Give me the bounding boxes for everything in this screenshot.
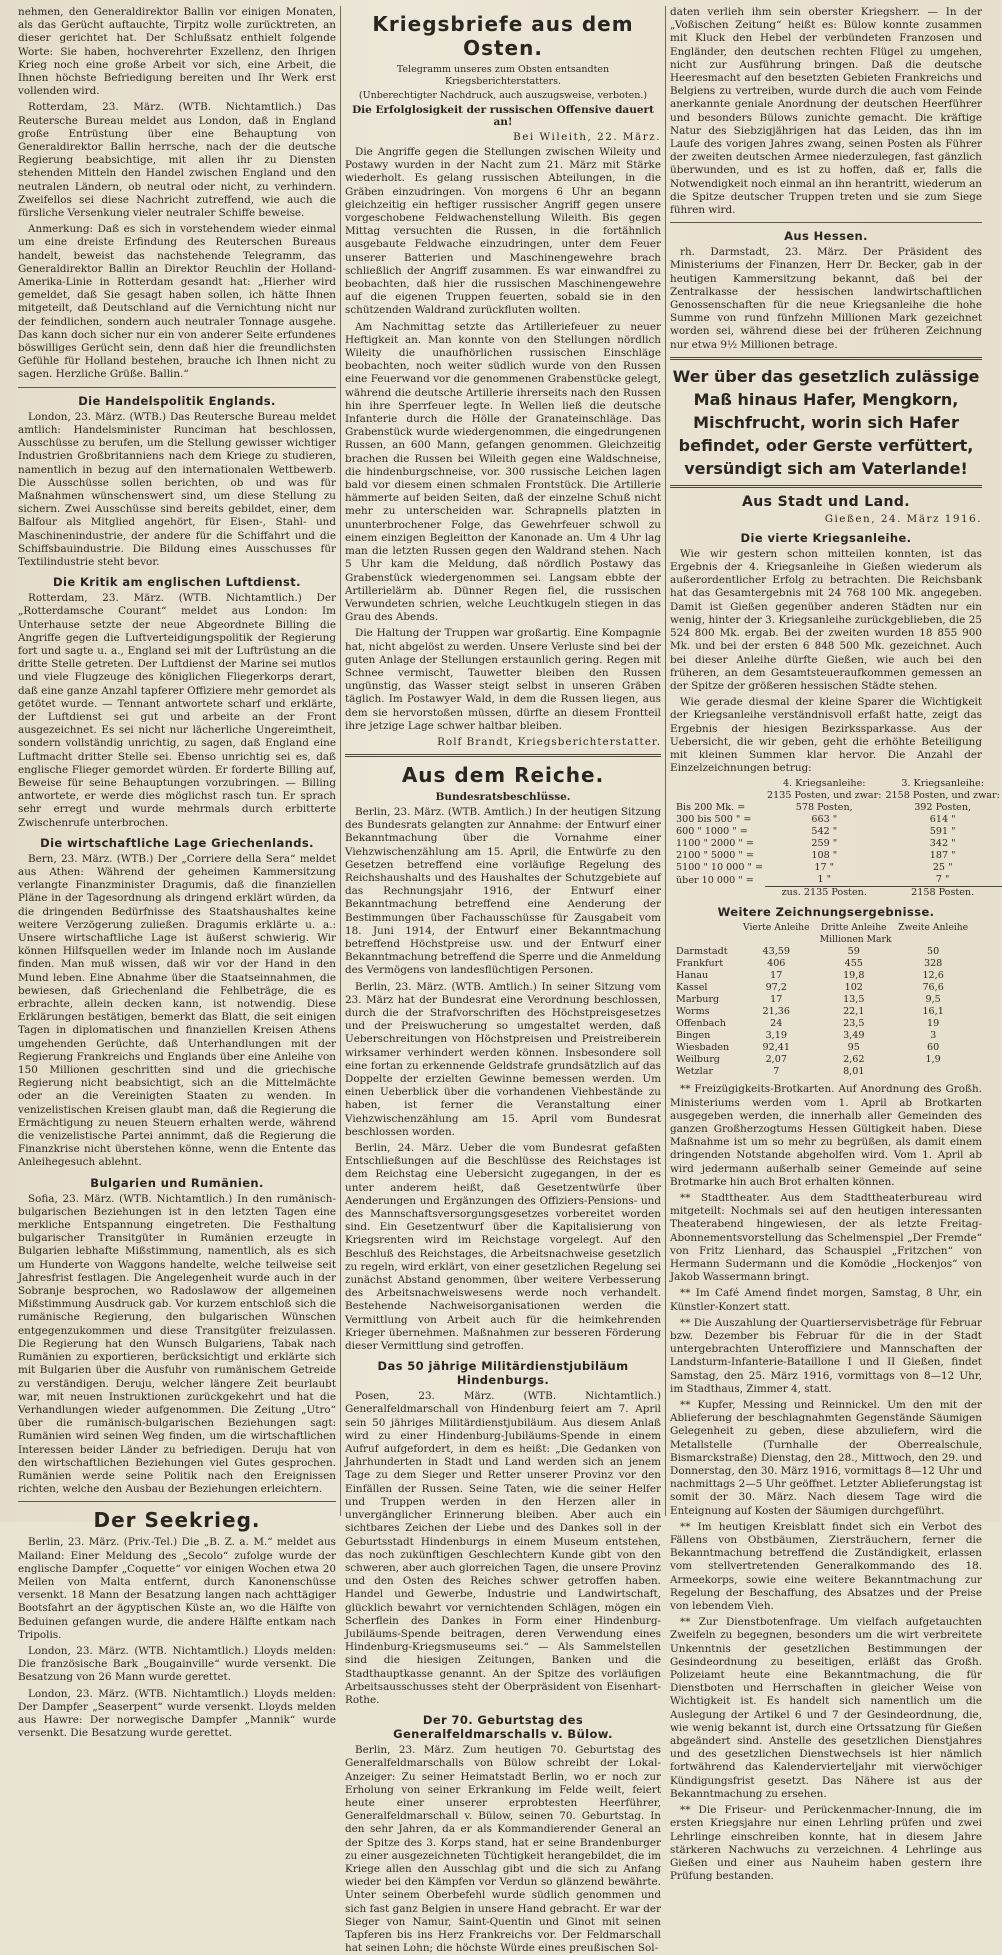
article-text: Rotterdam, 23. März. (WTB. Nichtamtlich.) Das Reutersche Bureau meldet aus London, daß in England große Entrüstung über eine Behauptung von Generaldirektor Ballin herrsche, nach der die deutsche Regierung beabsichtige, mit allen ihr zu Diensten stehenden Mitteln den Handel zwischen England und den neutralen Ländern, ob neutral oder nicht, zu verhindern. Zweifellos sei diese Nachricht zutreffend, wie auch die fürsliche Versenkung vieler neutraler Schiffe beweise. <box>18 101 336 220</box>
table-cell: 8,01 <box>843 1066 865 1078</box>
column-header: Dritte Anleihe <box>820 922 887 934</box>
table-cell: 12,6 <box>922 970 944 982</box>
table-cell: 13,5 <box>843 994 865 1006</box>
table-row <box>674 1030 974 1042</box>
table-cell: 2135 Posten, und zwar: <box>767 790 882 802</box>
table-row <box>674 1006 974 1018</box>
table-cell: 578 Posten, <box>795 802 853 814</box>
subheading: Telegramm unseres zum Obsten entsandten Kriegsberichterstatters. <box>396 64 610 87</box>
table-cell: 591 " <box>929 826 956 838</box>
article-text: Posen, 23. März. (WTB. Nichtamtlich.) Generalfeldmarschall von Hindenburg feiert am 7. April sein 50 jähriges Militärdienstjubiläum. Aus diesem Anlaß wird zu einer Hindenburg-Jubiläums-Spende in einem Aufruf aufgefordert, in dem es heißt: „Die Gedanken von Jahrhunderten in Stadt und Land werden sich an jenem Tage zu dem Sieger und Retter unserer Provinz vor den Einfällen der Russen. Seine Taten, wie die seiner Helfer und Truppen werden in den Herzen aller in unvergänglicher Erinnerung bleiben. Aber auch ein sichtbares Zeichen der Liebe und des Dankes soll in der Geburtsstadt Hindenburgs in einem Museum entstehen, das noch zukünftigen Geschlechtern Kunde gibt von den schweren, aber auch glorreichen Tagen, die unsere Provinz und den Osten des Reiches schwer getroffen haben. Handel und Gewerbe, Industrie und Landwirtschaft, glücklich bewahrt vor vernichtenden Schlägen, mögen ein Scherflein des Dankes in Form einer Hindenburg-Jubiläums-Spende beitragen, deren Verwendung eines Hindenburg-Kriegsmuseums sei.“ — Als Sammelstellen sind die hiesigen Zeitungen, Banken und die Stadthauptkasse genannt. An der Spitze des vorläufigen Arbeitsausschusses steht der Oberpräsident von Eisenhart-Rothe. <box>345 1390 661 1706</box>
table-row <box>674 1018 974 1030</box>
table-row <box>674 982 974 994</box>
table-row <box>674 1054 974 1066</box>
article-text: ** Freizügigkeits-Brotkarten. Auf Anordnung des Großh. Ministeriums werden vom 1. April ab Brotkarten ausgegeben werden, die innerhalb aller Gemeinden des ganzen Großherzogtums Hessen Gültigkeit haben. Diese Maßnahme ist um so mehr zu begrüßen, als damit einem dringenden Notstande abgeholfen wird. Vom 1. April ab wird jedermann außerhalb seiner Gemeinde auf seine Brotmarke hin auch Brot erhalten können. <box>670 1083 982 1188</box>
table-cell: 2,62 <box>843 1054 865 1066</box>
article-text: Wie gerade diesmal der kleine Sparer die Wichtigkeit der Kriegsanleihe verständnisvoll erfaßt hatte, zeigt das Ergebnis der hiesigen Bezirkssparkasse. Aus der Uebersicht, die wir geben, geht die erhöhte Beteiligung mit kleinen Summen klar hervor. Die Anzahl der Einzelzeichnungen betrug: <box>670 696 982 775</box>
table-row <box>674 850 1002 862</box>
column-header: Vierte Anleihe <box>743 922 810 934</box>
column-header: Zweite Anleihe <box>898 922 969 934</box>
results-table <box>674 922 974 1078</box>
table-row <box>674 862 1002 874</box>
article-text: London, 23. März. (WTB.) Das Reutersche Bureau meldet amtlich: Handelsminister Runciman hat beschlossen, Ausschüsse zu berufen, um die Stellung gewisser wichtiger Industrien Großbritanniens nach dem Kriege zu studieren, namentlich in bezug auf den internationalen Wettbewerb. Die Ausschüsse sollen berichten, ob und was für Maßnahmen wünschenswert sind, um diese Stellung zu sichern. Zwei Ausschüsse sind bereits gebildet, einer, dem Balfour als Mitglied angehört, für Eisen-, Stahl- und Maschinenindustrie, der andere für die Schiffahrt und die Schiffsbauindustrie. Die Bildung eines Ausschusses für Textilindustrie steht bevor. <box>18 410 336 568</box>
headline: Die Kritik am englischen Luftdienst. <box>53 575 301 590</box>
table-cell: über 10 000 " = <box>676 874 754 886</box>
article-text: ** Im heutigen Kreisblatt findet sich ein Verbot des Fällens von Obstbäumen, Ziersträuchern, ferner die Bekanntmachung betreffend die Zuständigkeit, erlassen vom stellvertretenden Generalkommando des 18. Armeekorps, sowie eine weitere Bekanntmachung zur Regelung der Beschaffung, des Absatzes und der Preise von lebendem Vieh. <box>670 1520 982 1613</box>
table-cell: 23,5 <box>843 1018 865 1030</box>
unit-label: Millionen Mark <box>819 934 892 946</box>
headline: Aus Hessen. <box>784 229 868 244</box>
divider <box>345 754 661 757</box>
article-text: Die Haltung der Truppen war großartig. Eine Kompagnie hat, nicht abgelöst zu werden. Unsere Verluste sind bei der guten Anlage der Stellungen erstaunlich gering. Regen mit Schnee vermischt, Tauwetter bleiben den Russen ungünstig, das Wasser steigt selbst in unseren Gräben täglich. Im Postawyer Wald, in dem die Russen liegen, aus dem sie hervorstoßen müssen, dürfte an diesem Frontteil ihre jetzige Lage schwer haltbar bleiben. <box>345 627 661 732</box>
table-cell: 2158 Posten. <box>883 887 1001 900</box>
table-cell: 614 " <box>929 814 956 826</box>
table-cell: 2158 Posten, und zwar: <box>885 790 1000 802</box>
article-text: London, 23. März. (WTB. Nichtamtlich.) Lloyds melden: Die französische Bark „Bougainville“ wurde versenkt. Die Besatzung von 26 Mann wurde gerettet. <box>18 1644 336 1684</box>
table-row <box>674 874 1002 887</box>
section-title: Der Seekrieg. <box>93 1508 261 1533</box>
table-cell <box>892 1066 974 1078</box>
table-cell: 392 Posten, <box>914 802 972 814</box>
table-cell: 25 " <box>932 862 953 874</box>
table-cell: 24 <box>770 1018 783 1030</box>
column-header <box>674 934 737 946</box>
table-cell: 542 " <box>811 826 838 838</box>
column-header <box>674 922 737 934</box>
article-text: London, 23. März. (WTB. Nichtamtlich.) Lloyds melden: Der Dampfer „Seaserpent“ wurde versenkt. Lloyds melden aus Hawre: Der norwegische Dampfer „Mannik“ wurde versenkt. Die Besatzung wurde gerettet. <box>18 1687 336 1740</box>
table-header: 3. Kriegsanleihe: <box>901 778 984 790</box>
table-cell: 97,2 <box>765 982 787 994</box>
table-cell: 2100 " 5000 " = <box>676 850 754 862</box>
article-text: Bern, 23. März. (WTB.) Der „Corriere della Sera“ meldet aus Athen: Während der geheimen Kammersitzung verlangte Finanzminister Dragumis, daß die finanziellen Pläne in der Tagesordnung als dringend erklärt würden, da die dringenden Bedürfnisse des Staatshaushaltes keine weitere Verzögerung zuließen. Dragumis erklärte u. a.: Unsere wirtschaftliche Lage ist äußerst schwierig. Wir können Hilfsquellen weder im Inlande noch im Auslande finden. Man muß wissen, daß wir vor der Hand in den Mund leben. Eine Abnahme über die Staatseinnahmen, die bewiesen, daß Griechenland die Fehlbeträge, die es erbrachte, allein decken kann, ist notwendig. Diese Erklärungen bestätigen, bemerkt das Blatt, die seit einigen Tagen in diplomatischen und finanziellen Kreisen Athens umgehenden Gerüchte, daß Unterhandlungen mit der Regierung Frankreichs und Englands über eine Anleihe von 150 Millionen geschritten sind und die griechische Regierung nicht beabsichtigt, sich an die Mittelmächte oder an die Vereinigten Staaten zu wenden. In venizelistischen Kreisen glaubt man, daß die Regierung die Ermächtigung zu neuen Steuern erhalten werde, während die venizelistische Partei annimmt, daß die Regierung die Finanzkrise nicht überstehen könne, wenn die Entente das Anleihegesuch ablehnt. <box>18 852 336 1169</box>
table-cell: 19,8 <box>843 970 865 982</box>
table-cell: 9,5 <box>925 994 941 1006</box>
table-cell: 2,07 <box>765 1054 787 1066</box>
table-cell: 600 " 1000 " = <box>676 826 748 838</box>
column-rule <box>340 6 341 1516</box>
table-cell: 102 <box>844 982 863 994</box>
table-row <box>674 946 974 958</box>
article-text: nehmen, den Generaldirektor Ballin vor einigen Monaten, als das Gerücht auftauchte, Tirpitz wolle zurücktreten, an dieser gerichtet hat. Der Schlußsatz enthielt folgende Worte: Sie haben, hochverehrter Exzellenz, den Ihrigen Krieg noch eine große Arbeit vor sich, eine Arbeit, die Ihnen höchste Befriedigung bereiten und Ihr Werk erst vollenden wird. <box>18 6 336 98</box>
table-cell: 17 " <box>814 862 835 874</box>
table-cell: 95 <box>847 1042 860 1054</box>
table-cell: 342 " <box>929 838 956 850</box>
article-text: ** Die Friseur- und Perückenmacher-Innung, die im ersten Kriegsjahre nur einen Lehrling prüfen und zwei Lehrlinge einschreiben konnte, hat in diesem Jahre stärkeren Nachwuchs zu verzeichnen. 4 Lehrlinge aus Gießen und einer aus Nauheim haben gestern ihre Prüfung bestanden. <box>670 1804 982 1883</box>
article-text: Anmerkung: Daß es sich in vorstehendem wieder einmal um eine dreiste Erfindung des Reuterschen Bureaus handelt, beweist das nachstehende Telegramm, das Generaldirektor Ballin an Direktor Reuchlin der Holland-Amerika-Linie in Rotterdam gesandt hat: „Hierher wird gemeldet, daß Sie gesagt haben sollen, ich hätte Ihnen mitgeteilt, daß Deutschland auf die Vernichtung nicht nur der feindlichen, sondern auch neutraler Tonnage ausgehe. Das kann doch sicher nur ein von anderer Seite erfundenes böswilliges Gerücht sein, denn daß hier die freundlichsten Gefühle für Holland bestehen, brauche ich Ihnen nicht zu sagen. Herzliche Grüße. Ballin.“ <box>18 223 336 381</box>
table-cell: 22,1 <box>843 1006 865 1018</box>
divider <box>670 485 982 488</box>
article-text: Sofia, 23. März. (WTB. Nichtamtlich.) In den rumänisch-bulgarischen Beziehungen ist in den letzten Tagen eine merkliche Entspannung eingetreten. Die Festhaltung bulgarischer Transitgüter in Rumänien erzeugte in Bulgarien lebhafte Mißstimmung, namentlich, als es sich um Hunderte von Waggons handelte, welche teilweise seit Jahresfrist festlagen. Die Angelegenheit wurde auch in der Sobranje besprochen, wo Radoslawow der allgemeinen Mißstimmung Ausdruck gab. Vor kurzem entschloß sich die rumänische Regierung, den bulgarischen Wünschen entgegenzukommen und diese Transitgüter freizulassen. Die Regierung hat den Wunsch Bulgariens, Tabak nach Rumänien zu exportieren, berücksichtigt und erklärte sich mit Bulgarien über die Ausfuhr von rumänischem Getreide zu verständigen. Deruju, welcher längere Zeit beurlaubt war, mit neuen Instruktionen zurückgekehrt und hat die Verhandlungen wieder aufgenommen. Die Zeitung „Utro“ über die rumänisch-bulgarischen Beziehungen sagt: Rumänien wird seinen Weg finden, um die wirtschaftlichen Interessen beider Länder zu befriedigen. Deruju hat von den wirtschaftlichen Beziehungen viel Gutes gesprochen. Rumänien werde seine Politik nach den Ereignissen richten, welche den Ausbau der Beziehungen erleichtern. <box>18 1192 336 1496</box>
article-text: Berlin, 23. März. Zum heutigen 70. Geburtstag des Generalfeldmarschalls von Bülow schreibt der Lokal-Anzeiger: Zu seiner Heimatstadt Berlin, wo er noch zur Erholung von seiner Erkrankung im Felde weilt, feiert heute einer unserer erprobtesten Heerführer, Generalfeldmarschall v. Bülow, seinen 70. Geburtstag. In den sehr Jahren, da er als Kommandierender General an der Spitze des 3. Korps stand, hat er seine Brandenburger zu einer ausgezeichneten Tüchtigkeit herangebildet, die im Kriege allen den Ausschlag gibt und die sich zu Anfang wieder bei den Kämpfen vor Verdun so glänzend bewährte. Unter seinem Oberbefehl wurde südlich genommen und sich fast ganz Belgien in unsere Hand gebracht. Er war der Sieger von Namur, Saint-Quentin und Ginot mit seinen Tapferen bis ins Herz Frankreichs vor. Der Feldmarschall hat seinen Lohn; die höchste Würde eines preußischen Sol- <box>345 1744 661 1955</box>
table-cell <box>674 778 765 790</box>
article-text: Berlin, 23. März. (WTB. Amtlich.) In seiner Sitzung vom 23. März hat der Bundesrat eine Verordnung beschlossen, durch die der Strafvorschriften des Höchstpreisgesetzes und der Preiswucherung so umgestaltet werden, daß Ueberschreitungen von Höchstpreisen und Preistreiberein wirksamer verhindert werden können. Insbesondere soll eine fortan zu erkennende Geldstrafe grundsätzlich auf das Doppelte der erzielten Gewinne bemessen werden. Um einen Ueberblick über die vorhandenen Viehbestände zu haben, ist ferner die Veranstaltung einer Viehzwischenzählung am 15. April vom Bundesrat beschlossen worden. <box>345 980 661 1138</box>
table-row <box>674 802 1002 814</box>
table-cell: 108 " <box>811 850 838 862</box>
headline: Weitere Zeichnungsergebnisse. <box>717 905 935 920</box>
column-left <box>18 6 336 1740</box>
table-row <box>674 790 1002 802</box>
table-cell: Weilburg <box>676 1054 720 1066</box>
dateline: Gießen, 24. März 1916. <box>824 512 982 525</box>
table-header: 4. Kriegsanleihe: <box>782 778 866 790</box>
article-text: daten verlieh ihm sein oberster Kriegsherr. — In der „Voßischen Zeitung“ heißt es: Bülow konnte zusammen mit Kluck den Hebel der verbündeten Franzosen und Engländer, den deutschen rechten Flügel zu umgehen, nicht zur Ausführung bringen. Daß die deutsche Heeresmacht auf den besetzten Gebieten Frankreichs und Belgiens zu vertreiben, wurde durch die auch vom Feinde anerkannte geniale Anordnung der deutschen Heerführer und besonders Bülows zunichte gemacht. Die kräftige Natur des Siebzigjährigen hat das Leiden, das ihn im Laufe des vorigen Jahres zwang, seinen Posten als Führer der zweiten deutschen Armee niederzulegen, fast gänzlich überwunden, und es ist zu hoffen, daß er, falls die Notwendigkeit noch einmal an ihn herantritt, wiederum an die Spitze deutscher Truppen treten und sie zum Siege führen wird. <box>670 6 982 217</box>
article-text: ** Im Café Amend findet morgen, Samstag, 8 Uhr, ein Künstler-Konzert statt. <box>670 1287 982 1313</box>
table-cell: 7 <box>773 1066 780 1078</box>
divider <box>18 1501 336 1502</box>
signature: Rolf Brandt, Kriegsberichterstatter. <box>437 735 661 748</box>
headline: Die vierte Kriegsanleihe. <box>740 530 912 545</box>
article-text: ** Zur Dienstbotenfrage. Um vielfach aufgetauchten Zweifeln zu begegnen, besonders um die wirt verbreitete Unkenntnis der gesetzlichen Bestimmungen der Gesindeordnung zu beseitigen, erläßt das Großh. Polizeiamt heute eine Bekanntmachung, die für Dienstboten und Herrschaften in gleicher Weise von Wichtigkeit ist. Es handelt sich namentlich um die Auslegung der Artikel 6 und 7 der Gesindeordnung, die, wie wenig bekannt ist, durch eine Ortssatzung für Gießen abgeändert sind. Anstelle des gesetzlichen Dienstjahres und des gesetzlichen Dienstwechsels ist hier nämlich fortwährend das Kalendervierteljahr mit vierwöchiger Kündigungsfrist gesetzt. Das Nähere ist aus der Bekanntmachung zu ersehen. <box>670 1616 982 1800</box>
table-cell: 43,59 <box>762 946 790 958</box>
article-text: Rotterdam, 23. März. (WTB. Nichtamtlich.) Der „Rotterdamsche Courant“ meldet aus London: Im Unterhause setzte der neue Abgeordnete Billing die Angriffe gegen die Luftverteidigungspolitik der Regierung fort und sagte u. a., England sei mit der Luftrüstung an die dritte Stelle getreten. Der Luftdienst der Marine sei mutlos und viele Flugzeuge des königlichen Fliegerkorps derart, daß eine ganze Anzahl tapferer Offiziere mehr gemordet als getötet wurde. — Tennant antwortete scharf und erklärte, der Luftdienst sei gut und arbeite an der Front ausgezeichnet. Es sei nicht nur lächerliche Ungereimtheit, sondern vollständig unrichtig, zu sagen, daß England eine Luftmacht dritter Stelle sei. Ebenso unrichtig sei es, daß englische Flieger gemordet würden. Er forderte Billing auf, Beweise für seine Behauptungen vorzubringen. — Billing antwortete, er werde dies möglichst rasch tun. Er sprach sehr erregt und wurde mehrmals durch erbitterte Zwischenrufe unterbrochen. <box>18 592 336 829</box>
section-title: Aus Stadt und Land. <box>742 493 910 510</box>
article-text: Am Nachmittag setzte das Artilleriefeuer zu neuer Heftigkeit an. Man konnte von den Stellungen nördlich Wileity die unaufhörlichen russischen Einschläge beobachten, noch weiter südlich wurde von den Russen eine Feuerwand vor die genommenen Grabenstücke gelegt, während die deutsche Artillerie ihrerseits nach den Russen hin ihre Sperrfeuer legte. In Wellen ließ die deutsche Infanterie durch die Hölle der Granateinschläge. Das Grabenstück wurde wiedergenommen, die eingedrungenen Russen, an 600 Mann, gefangen genommen. Gleichzeitig brachen die Russen bei Wileith gegen eine Waldschneise, die hindenburgschneise, vor. 300 russische Leichen lagen bald vor diesem einen schmalen Frontstück. Die Artillerie hämmerte auf beiden Seiten, daß der einzelne Schuß nicht mehr zu unterscheiden war. Schrapnells platzten in ununterbrochener Folge, das Gewehrfeuer schwoll zu einem einzigen Begleitton der Kanonade an. Um 4 Uhr lag man die letzten Russen gegen den Waldrand stehen. Nach 5 Uhr kam die Meldung, daß nördlich Postawy das Grabenstück wiedergenommen sei. Langsam ebbte der Artillerielärm ab. Dünner Regen fiel, die russischen Verwundeten schrien, welche Leuchtkugeln stiegen in das Grau des Abends. <box>345 320 661 624</box>
article-text: ** Die Auszahlung der Quartierservisbeträge für Februar bzw. Dezember bis Februar für die in der Stadt untergebrachten Unteroffiziere und Mannschaften der Landsturm-Infanterie-Bataillone I und II Gießen, findet Samstag, den 25. März 1916, vormittags von 8—12 Uhr, im Stadthaus, Zimmer 4, statt. <box>670 1316 982 1395</box>
table-cell: 406 <box>767 958 786 970</box>
table-cell: Worms <box>676 1006 710 1018</box>
table-cell: 259 " <box>811 838 838 850</box>
table-cell: 50 <box>927 946 940 958</box>
section-title: Kriegsbriefe aus dem Osten. <box>372 12 634 60</box>
section-title: Aus dem Reiche. <box>401 762 605 787</box>
article-text: rh. Darmstadt, 23. März. Der Präsident des Ministeriums der Finanzen, Herr Dr. Becker, gab in der heutigen Kammersitzung bekannt, daß bei der Zentralkasse der hessischen landwirtschaftlichen Genossenschaften für die neue Kriegsanleihe die hohe Summe von rund fünfzehn Millionen Mark gezeichnet worden sei, während diese bei der früheren Zeichnung nur etwa 9½ Millionen betrage. <box>670 246 982 351</box>
table-row <box>674 958 974 970</box>
table-cell: 300 bis 500 " = <box>676 814 752 826</box>
table-cell: 3 <box>930 1030 937 1042</box>
table-row <box>674 994 974 1006</box>
table-cell: 92,41 <box>762 1042 790 1054</box>
article-text: ** Stadttheater. Aus dem Stadttheaterbureau wird mitgeteilt: Nochmals sei auf den heutigen interessanten Theaterabend hingewiesen, der als letzte Freitag-Abonnementsvorstellung das Schelmenspiel „Der Fremde“ von Fritz Lienhard, das Schauspiel „Fritzchen“ von Hermann Sudermann und die Komödie „Hockenjos“ von Jakob Wassermann bringt. <box>670 1191 982 1284</box>
table-cell: 3,49 <box>843 1030 865 1042</box>
table-cell: 1 " <box>817 874 832 886</box>
table-cell: zus. 2135 Posten. <box>765 887 883 900</box>
table-row <box>674 1042 974 1054</box>
table-cell: 328 <box>923 958 943 970</box>
table-cell: 1100 " 2000 " = <box>676 838 754 850</box>
table-cell: 16,1 <box>922 1006 944 1018</box>
table-row <box>674 814 1002 826</box>
table-row <box>674 778 1002 790</box>
headline: Das 50 jährige Militärdienstjubiläum Hindenburgs. <box>377 1359 629 1388</box>
table-cell: Bingen <box>676 1030 711 1042</box>
table-row <box>674 887 1002 900</box>
table-cell: Darmstadt <box>676 946 728 958</box>
dateline: Bei Wileith, 22. März. <box>513 131 661 143</box>
column-middle <box>345 6 662 1955</box>
table-cell <box>674 887 765 900</box>
column-rule <box>665 6 666 1516</box>
table-cell: 60 <box>927 1042 940 1054</box>
subheading: Bundesratsbeschlüsse. <box>435 790 571 803</box>
divider <box>670 222 982 223</box>
table-cell: 19 <box>927 1018 940 1030</box>
table-cell: 59 <box>847 946 860 958</box>
table-cell: 76,6 <box>922 982 944 994</box>
article-text: Die Angriffe gegen die Stellungen zwischen Wileity und Postawy wurden in der Nacht zum 21. März mit Stärke wiederholt. Es gelang russischen Abteilungen, in die Gräben einzudringen. Von morgens 6 Uhr an begann gleichzeitig ein heftiger russischer Angriff gegen unsere vorgeschobene Feldwachenstellung Wileith. Bis gegen Mittag versuchten die Russen, in die fortähnlich ausgebaute Feldwache einzudringen, unter dem Feuer unserer Batterien und Maschinengewehre brach schließlich der Angriff zusammen. Es war einwandfrei zu beobachten, daß hier die russischen Maschinengewehre auf die eigenen Truppen feuerten, sobald sie in den schützenden Waldrand zurückfluten wollten. <box>345 146 661 317</box>
table-row <box>674 922 974 934</box>
table-cell: Bis 200 Mk. = <box>676 802 746 814</box>
article-text: Berlin, 23. März. (WTB. Amtlich.) In der heutigen Sitzung des Bundesrats gelangten zur Annahme: der Entwurf einer Bekanntmachung über die Vornahme einer Viehzwischenzählung am 15. April, die Entwürfe zu den Gesetzen betreffend eine vorläufige Regelung des Reichshaushalts und des Haushaltes der Schutzgebiete auf das Rechnungsjahr 1916, der Entwurf einer Bekanntmachung betreffend eine Aenderung der Bestimmungen über Fachausschüsse für Zausgabeit vom 18. Juni 1914, der Entwurf einer Bekanntmachung betreffend Höchstpreise usw. und der Entwurf einer Bekanntmachung betreffend die Sperre und die Anmeldung des Vermögens von landesflüchtigen Personen. <box>345 805 661 977</box>
table-cell: 21,36 <box>762 1006 790 1018</box>
divider <box>18 387 336 388</box>
table-cell: 7 " <box>935 874 950 886</box>
headline: Die Handelspolitik Englands. <box>78 393 276 408</box>
table-row <box>674 970 974 982</box>
table-cell: Marburg <box>676 994 720 1006</box>
table-cell <box>674 790 765 802</box>
table-cell: 663 " <box>811 814 838 826</box>
subheading: Die Erfolglosigkeit der russischen Offensive dauert an! <box>352 104 654 128</box>
table-row <box>674 934 974 946</box>
table-row <box>674 826 1002 838</box>
subscription-table <box>674 778 1002 899</box>
article-text: Berlin, 24. März. Ueber die vom Bundesrat gefaßten Entschließungen auf die Beschlüsse des Reichstages ist dem Reichstag eine Uebersicht zugegangen, in der es unter anderem heißt, daß Gesetzentwürfe über Aenderungen und Ergänzungen des Offiziers-Pensions- und des Mannschaftsversorgungsgesetzes vorbereitet worden sind. Ein Gesetzentwurf über die Kapitalisierung von Kriegsrenten wird im Reichstage vorgelegt. Auf den Beschluß des Reichstages, die Arbeitsnachweise gesetzlich zu regeln, wird erklärt, von einer gesetzlichen Regelung sei zunächst Abstand genommen, über weitere Verbesserung des Arbeitsnachweiswesens werde noch verhandelt. Bestehende Nachweisorganisationen werden die Vermittlung von Arbeit auch für die heimkehrenden Krieger übernehmen. Maßnahmen zur besseren Förderung dieser Vermittlung sind getroffen. <box>345 1142 662 1353</box>
table-cell: Hanau <box>676 970 709 982</box>
table-cell: 3,19 <box>765 1030 787 1042</box>
divider <box>670 357 982 360</box>
subheading: (Unberechtigter Nachdruck, auch auszugsweise, verboten.) <box>358 90 648 101</box>
headline: Die wirtschaftliche Lage Griechenlands. <box>40 835 314 850</box>
headline: Der 70. Geburtstag des Generalfeldmarschalls v. Bülow. <box>393 1713 613 1742</box>
table-cell: 455 <box>844 958 863 970</box>
announcement-box: Wer über das gesetzlich zulässige Maß hinaus Hafer, Mengkorn, Mischfrucht, worin sich Hafer befindet, oder Gerste verfüttert, versündigt sich am Vaterlande! <box>672 366 980 478</box>
table-cell: Wetzlar <box>676 1066 714 1078</box>
table-cell: Wiesbaden <box>676 1042 730 1054</box>
column-right <box>670 6 1000 1883</box>
table-cell: Offenbach <box>676 1018 726 1030</box>
table-row <box>674 1066 974 1078</box>
table-cell: Frankfurt <box>676 958 724 970</box>
article-text: Wie wir gestern schon mitteilen konnten, ist das Ergebnis der 4. Kriegsanleihe in Gießen wiederum als außerordentlicher Erfolg zu betrachten. Die Reichsbank hat das Gesamtergebnis mit 24 768 100 Mk. angegeben. Damit ist Gießen gegenüber anderen Städten nur ein wenig, hinter der 3. Kriegsanleihe zurückgeblieben, die 25 524 800 Mk. ergab. Bei der zweiten wurden 18 855 900 Mk. und bei der ersten 6 848 500 Mk. gezeichnet. Auch bei dieser Anleihe dürfte Gießen, wie auch bei den früheren, an dem Gesamtsteueraufkommen gemessen an der Spitze der größeren hessischen Städte stehen. <box>670 547 982 692</box>
table-cell: 17 <box>770 970 783 982</box>
article-text: ** Kupfer, Messing und Reinnickel. Um den mit der Ablieferung der beschlagnahmten Gegenstände Säumigen Gelegenheit zu geben, diese abzuliefern, wird die Metallstelle (Turnhalle der Oberrealschule, Bismarckstraße) Dienstag, den 28., Mittwoch, den 29. und Donnerstag, den 30. März 1916, vormittags 8—12 Uhr und nachmittags 2—5 Uhr geöffnet. Letzter Ablieferungstag ist somit der 30. März. Nach diesem Tage wird die Enteignung auf Kosten der Säumigen durchgeführt. <box>670 1399 982 1517</box>
table-cell: Kassel <box>676 982 708 994</box>
table-cell: 5100 " 10 000 " = <box>676 862 764 874</box>
headline: Bulgarien und Rumänien. <box>90 1175 264 1190</box>
table-cell: 1,9 <box>925 1054 941 1066</box>
article-text: Berlin, 23. März. (Priv.-Tel.) Die „B. Z. a. M.“ meldet aus Mailand: Einer Meldung des „Secolo“ zufolge wurde der englische Dampfer „Coquette“ vor einigen Wochen etwa 20 Meilen von Malta entfernt, durch Kanonenschüsse versenkt. 18 Mann der Besatzung langen nach achttägiger Bootsfahrt an der ägyptischen Küste an, wo die Hälfte von Beduinen gefangen wurde, die andere Hälfte entkam nach Tripolis. <box>18 1536 336 1641</box>
table-cell: 17 <box>770 994 783 1006</box>
table-row <box>674 838 1002 850</box>
table-cell: 187 " <box>929 850 956 862</box>
